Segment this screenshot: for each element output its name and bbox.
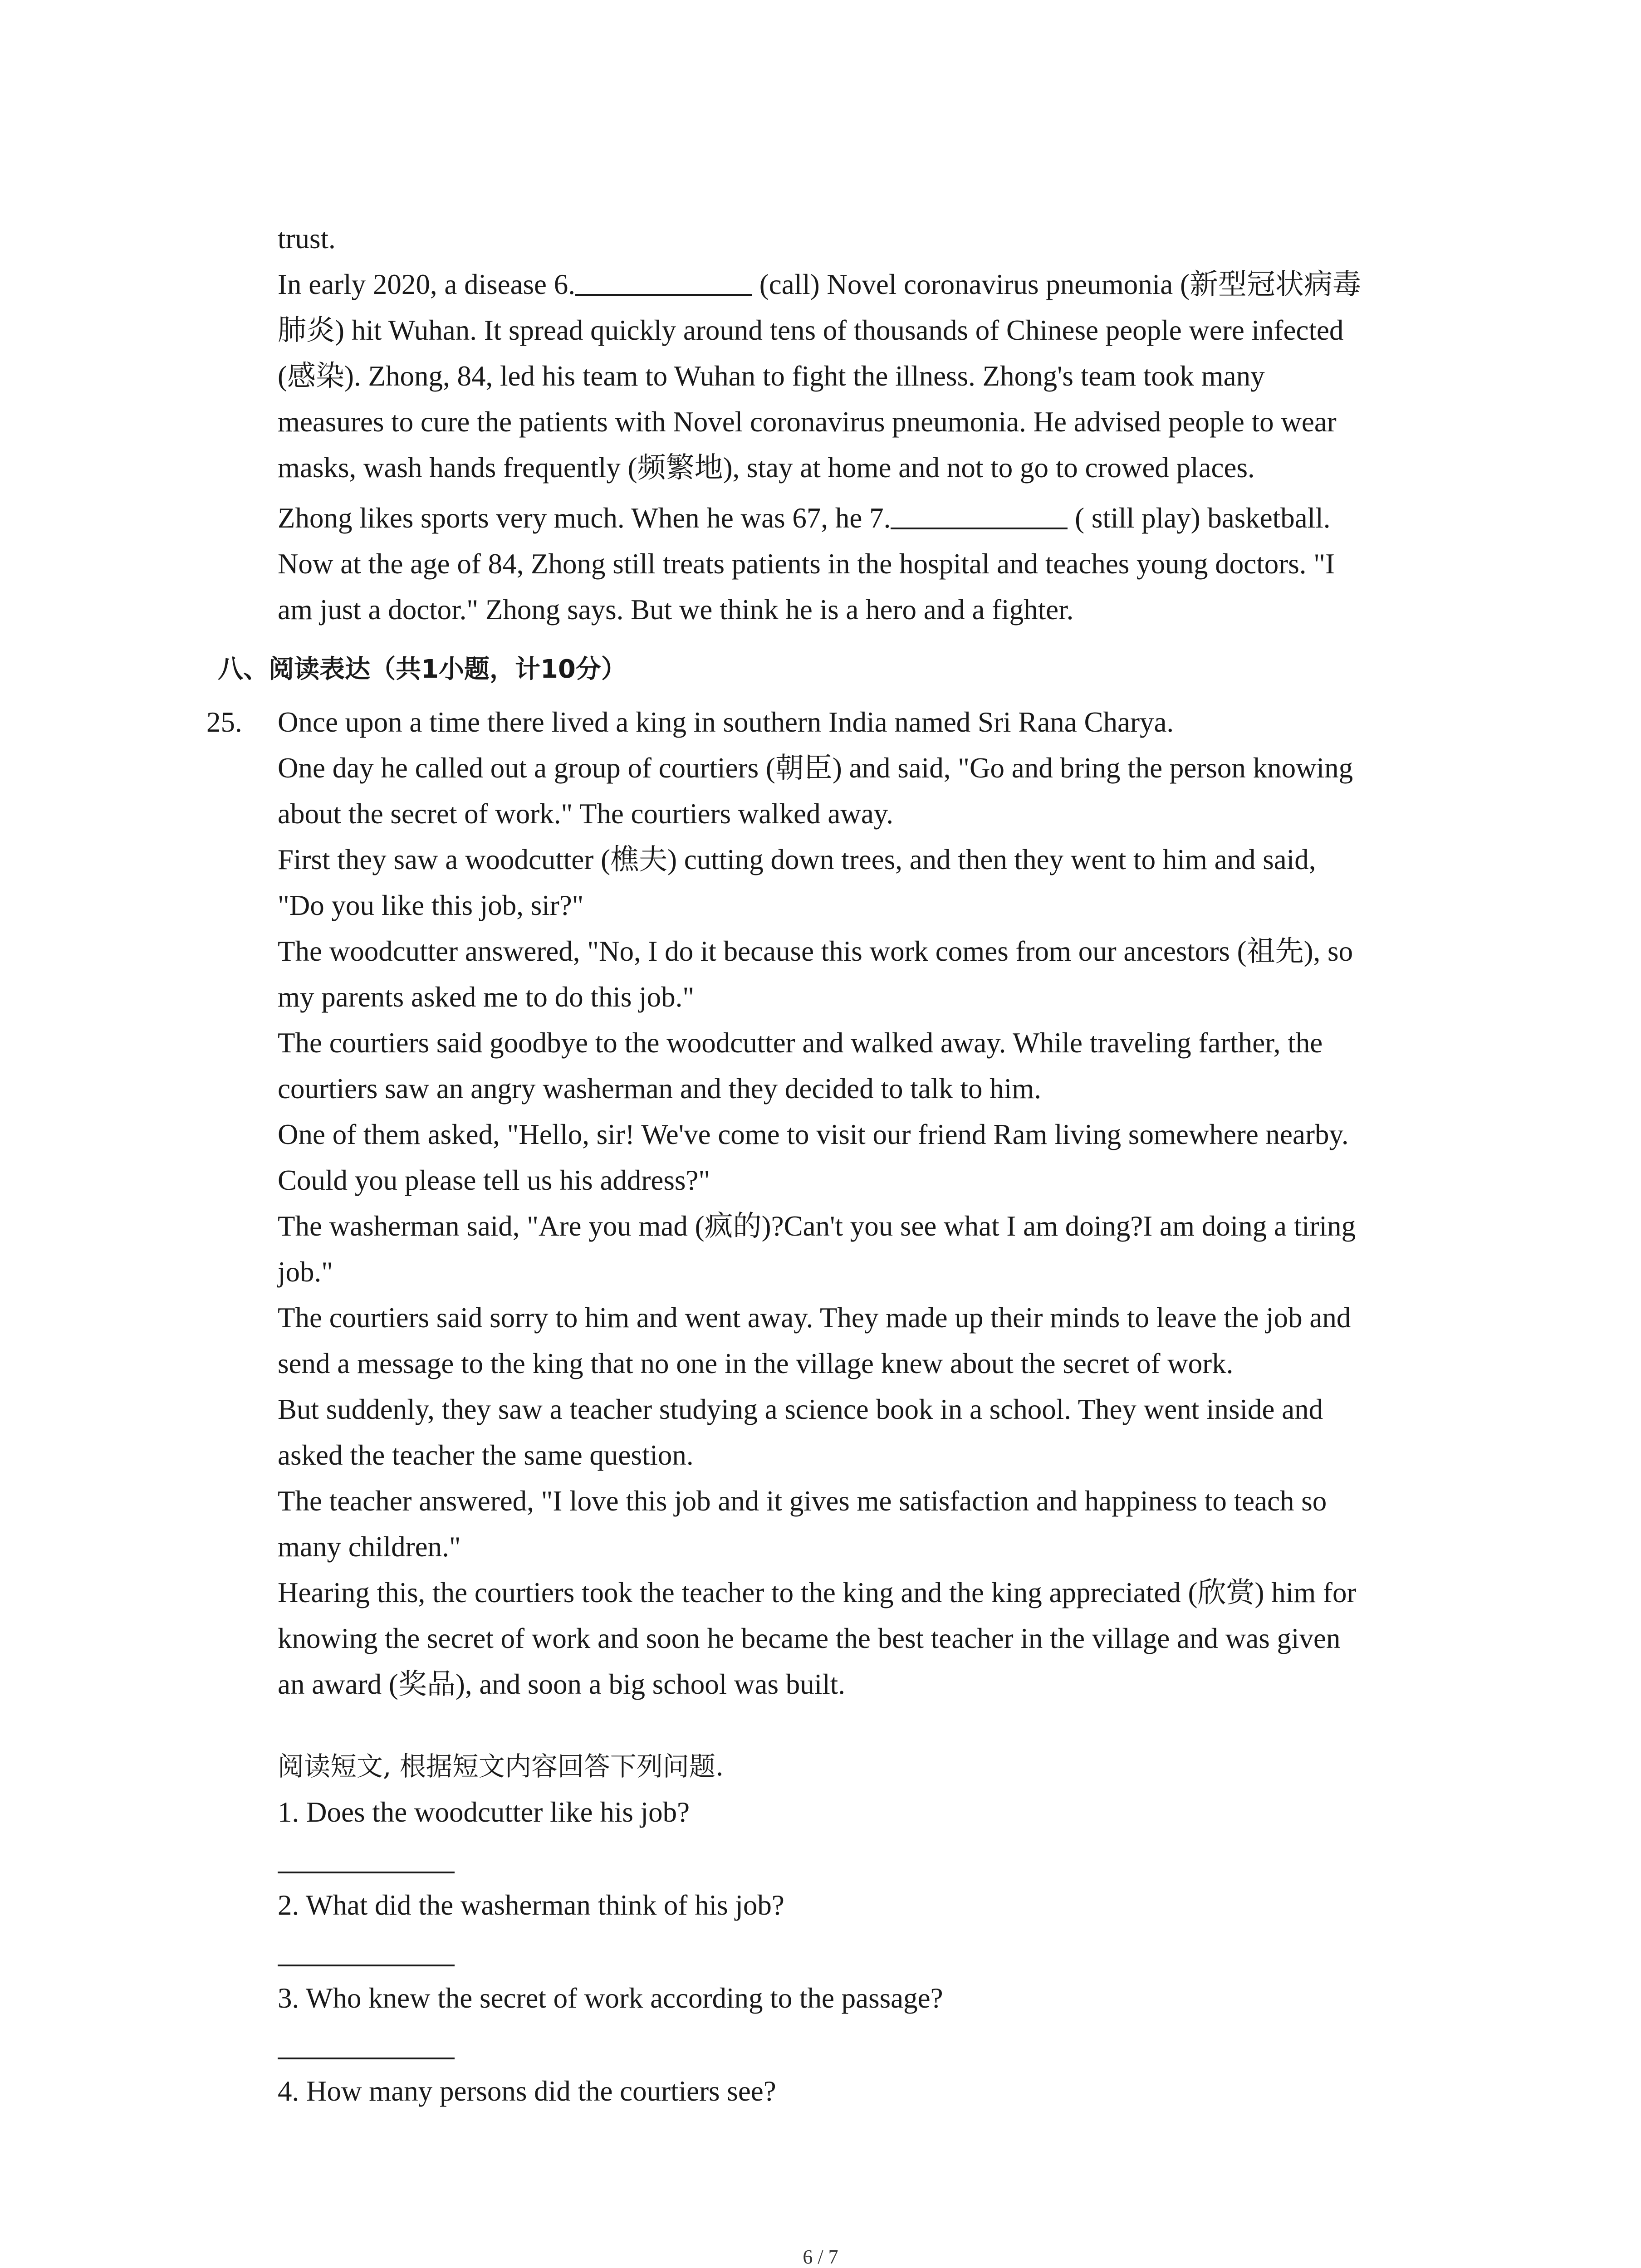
answer-blank-7[interactable] [891,499,1068,529]
question-25-first-line: 25. Once upon a time there lived a king in southern India named Sri Rana Charya. [278,699,1439,745]
sub-question-3: 3. Who knew the secret of work according to the passage? [278,1982,943,2014]
sub-question-1: 1. Does the woodcutter like his job? [278,1796,690,1828]
passage-line: (感染). Zhong, 84, led his team to Wuhan to fight the illness. Zhong's team took many [278,360,1265,392]
story-line: First they saw a woodcutter (樵夫) cutting down trees, and then they went to him and said, [278,844,1316,875]
page-number: 6 / 7 [803,2246,838,2268]
answer-blank-q1[interactable] [278,1835,455,1873]
story-line: One of them asked, "Hello, sir! We've come to visit our friend Ram living somewhere nearby. [278,1119,1349,1150]
story-line: knowing the secret of work and soon he became the best teacher in the village and was given [278,1623,1341,1654]
passage-line: trust. [278,223,336,254]
story-line: Hearing this, the courtiers took the teacher to the king and the king appreciated (欣赏) him for [278,1577,1357,1608]
story-line: One day he called out a group of courtiers (朝臣) and said, "Go and bring the person knowing [278,752,1353,784]
story-line: The teacher answered, "I love this job and it gives me satisfaction and happiness to teach so [278,1485,1327,1517]
passage-line: Now at the age of 84, Zhong still treats patients in the hospital and teaches young doctors. "I [278,548,1335,580]
question-instructions: 阅读短文, 根据短文内容回答下列问题. [278,1751,724,1782]
story-line: The courtiers said goodbye to the woodcutter and walked away. While traveling farther, the [278,1027,1323,1059]
story-line: But suddenly, they saw a teacher studying a science book in a school. They went inside and [278,1393,1323,1425]
story-line: Could you please tell us his address?" [278,1164,710,1196]
passage-line-blank-7: Zhong likes sports very much. When he was 67, he 7. ( still play) basketball. [278,495,1439,541]
answer-blank-q3[interactable] [278,2021,455,2059]
story-line: job." [278,1256,333,1288]
story-line: send a message to the king that no one in the village knew about the secret of work. [278,1348,1234,1379]
story-line: "Do you like this job, sir?" [278,890,584,921]
passage-line: masks, wash hands frequently (频繁地), stay at home and not to go to crowed places. [278,452,1255,484]
question-25 [206,699,1439,2114]
sub-question-2: 2. What did the washerman think of his job? [278,1889,784,1921]
story-line: courtiers saw an angry washerman and they decided to talk to him. [278,1073,1041,1105]
sub-question-4: 4. How many persons did the courtiers see? [278,2075,776,2107]
story-line: about the secret of work." The courtiers walked away. [278,798,893,830]
story-line: an award (奖品), and soon a big school was built. [278,1668,845,1700]
story-line: The woodcutter answered, "No, I do it because this work comes from our ancestors (祖先), so [278,935,1353,967]
story-line: my parents asked me to do this job." [278,981,695,1013]
passage-line: measures to cure the patients with Novel coronavirus pneumonia. He advised people to wear [278,406,1337,438]
story-line: The courtiers said sorry to him and went away. They made up their minds to leave the job and [278,1302,1351,1334]
passage-line: 肺炎) hit Wuhan. It spread quickly around tens of thousands of Chinese people were infected [278,314,1344,346]
passage-continuation [278,216,1439,633]
answer-blank-6[interactable] [575,265,752,296]
page-content [206,216,1439,2114]
section-heading: 八、阅读表达（共1小题，计10分） [218,655,627,684]
answer-blank-q2[interactable] [278,1928,455,1966]
story-line: asked the teacher the same question. [278,1439,694,1471]
passage-line: am just a doctor." Zhong says. But we think he is a hero and a fighter. [278,594,1074,626]
passage-line-blank-6: In early 2020, a disease 6. (call) Novel coronavirus pneumonia (新型冠状病毒 [278,262,1439,308]
story-line: many children." [278,1531,461,1563]
question-number: 25. [206,706,242,738]
story-line: The washerman said, "Are you mad (疯的)?Can't you see what I am doing?I am doing a tiring [278,1210,1356,1242]
